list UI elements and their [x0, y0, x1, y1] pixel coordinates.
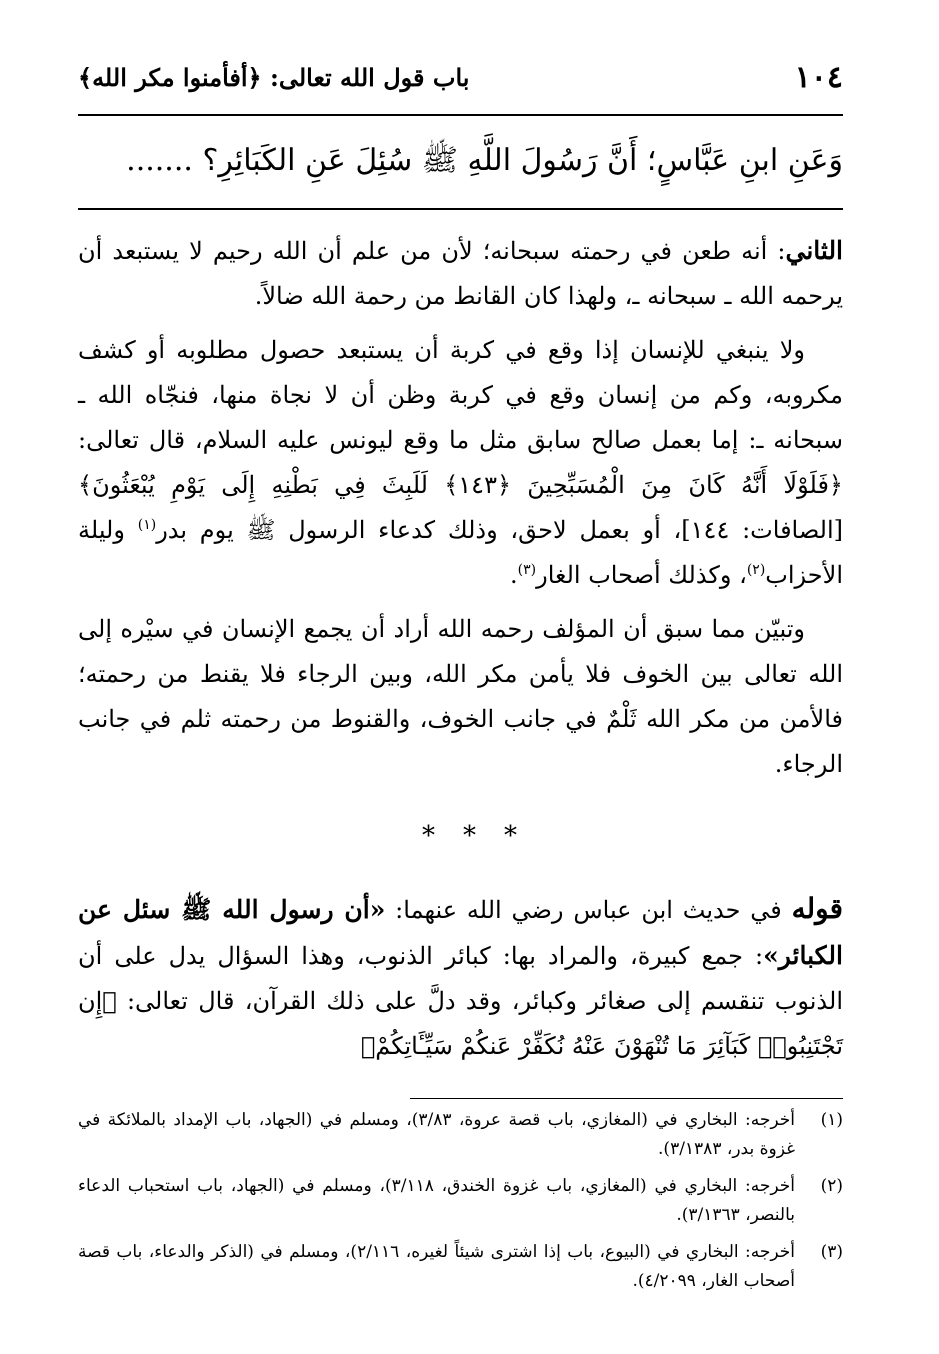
- footnote-number: (١): [820, 1110, 843, 1130]
- footnote-text: أخرجه: البخاري في (المغازي، باب قصة عروة، ٣/٨٣)، ومسلم في (الجهاد، باب الإمداد بالملائكة في غزوة بدر، ٣/١٣٨٣).: [78, 1110, 795, 1159]
- paragraph-2-mid-2: ، وكذلك أصحاب الغار: [536, 561, 747, 589]
- footnote-ref-2[interactable]: (٢): [746, 562, 766, 578]
- separator-star: *: [463, 821, 476, 851]
- page-header: [78, 52, 843, 102]
- paragraph-label: الثاني: [785, 236, 844, 265]
- section-separator: [0, 814, 939, 858]
- running-title: باب قول الله تعالى: ﴿أفأمنوا مكر الله﴾: [78, 62, 470, 92]
- commentary-section: [78, 886, 843, 1069]
- page-number: ١٠٤: [794, 59, 843, 95]
- commentary-text-1: في حديث ابن عباس رضي الله عنهما:: [385, 896, 792, 924]
- footnote-rule: [410, 1098, 843, 1099]
- matn-rule: [78, 208, 843, 210]
- footnote-ref-1[interactable]: (١): [137, 517, 157, 533]
- footnote-item: [78, 1106, 843, 1164]
- footnote-text: أخرجه: البخاري في (البيوع، باب إذا اشترى شيئاً لغيره، ٢/١١٦)، ومسلم في (الذكر والدعاء، باب قصة أصحاب الغار، ٤/٢٠٩٩).: [78, 1242, 795, 1291]
- footnote-number: (٢): [820, 1176, 843, 1196]
- separator-star: *: [504, 821, 517, 851]
- hadith-matn: وَعَنِ ابنِ عَبَّاسٍ؛ أَنَّ رَسُولَ اللَّهِ ﷺ سُئِلَ عَنِ الكَبَائِرِ؟ .......: [126, 143, 843, 178]
- footnote-text: أخرجه: البخاري في (المغازي، باب غزوة الخندق، ٣/١١٨)، ومسلم في (الجهاد، باب استحباب الدعاء بالنصر، ٣/١٣٦٣).: [78, 1176, 795, 1225]
- commentary-lead-word: قوله: [791, 892, 843, 925]
- paragraph-3: [78, 607, 843, 787]
- footnote-number: (٣): [820, 1242, 843, 1262]
- footnote-item: [78, 1238, 843, 1296]
- commentary-text-2: : جمع كبيرة، والمراد بها: كبائر الذنوب، وهذا السؤال يدل على أن الذنوب تنقسم إلى صغائر وكبائر، وقد دلَّ على ذلك القرآن، قال تعالى: ﴿إِن تَجْتَنِبُوا۟ كَبَآئِرَ مَا تُنْهَوْنَ عَنْهُ نُكَفِّرْ عَنكُمْ سَيِّـَٔاتِكُمْ﴾: [78, 942, 843, 1060]
- commentary-quote: «أن رسول الله ﷺ سئل عن الكبائر»: [78, 895, 843, 970]
- paragraph-2-mid-1: وليلة الأحزاب: [78, 516, 843, 589]
- header-rule: [78, 114, 843, 116]
- paragraph-1: [78, 228, 843, 319]
- main-text: [78, 228, 843, 796]
- footnotes: [78, 1106, 843, 1304]
- commentary-paragraph: [78, 886, 843, 1069]
- footnote-ref-3[interactable]: (٣): [517, 562, 537, 578]
- paragraph-2: [78, 328, 843, 598]
- paragraph-2-end: .: [510, 561, 518, 589]
- separator-star: *: [422, 821, 435, 851]
- paragraph-2-text: ولا ينبغي للإنسان إذا وقع في كربة أن يستبعد حصول مطلوبه أو كشف مكروبه، وكم من إنسان وقع في كربة وظن أن لا نجاة منها، فنجّاه الله ـ سبحانه ـ: إما بعمل صالح سابق مثل ما وقع ليونس عليه السلام، قال تعالى: ﴿فَلَوْلَا أَنَّهُ كَانَ مِنَ الْمُسَبِّحِينَ ﴿١٤٣﴾ لَلَبِثَ فِي بَطْنِهِ إِلَى يَوْمِ يُبْعَثُونَ﴾ [الصافات: ١٤٤]، أو بعمل لاحق، وذلك كدعاء الرسول ﷺ يوم بدر: [78, 336, 844, 544]
- footnote-item: [78, 1172, 843, 1230]
- paragraph-1-text: : أنه طعن في رحمته سبحانه؛ لأن من علم أن الله رحيم لا يستبعد أن يرحمه الله ـ سبحانه ـ، ولهذا كان القانط من رحمة الله ضالاً.: [78, 237, 843, 310]
- paragraph-3-text: وتبيّن مما سبق أن المؤلف رحمه الله أراد أن يجمع الإنسان في سيْره إلى الله تعالى بين الخوف فلا يأمن مكر الله، وبين الرجاء فلا يقنط من رحمته؛ فالأمن من مكر الله ثَلْمٌ في جانب الخوف، والقنوط من رحمته ثلم في جانب الرجاء.: [78, 615, 843, 778]
